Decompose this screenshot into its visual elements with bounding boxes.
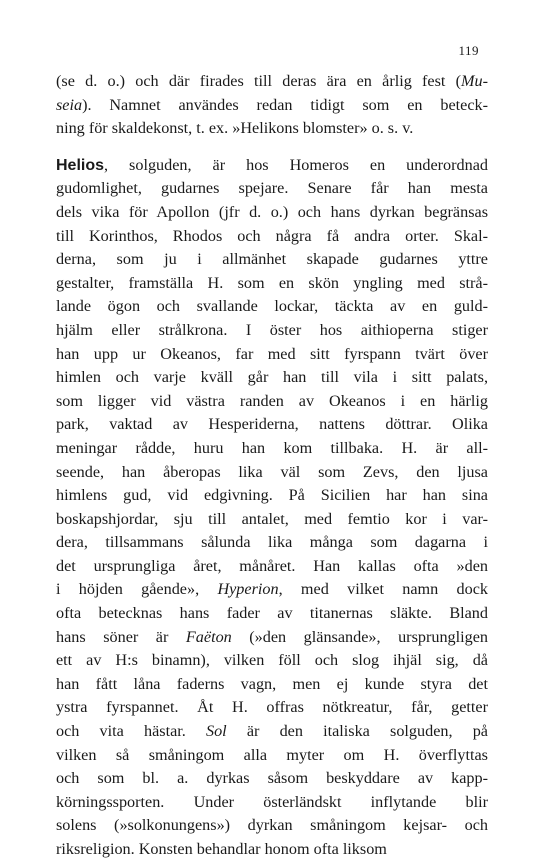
text-line xyxy=(56,649,488,673)
text-line xyxy=(56,295,488,319)
line-text: hans söner är xyxy=(56,627,186,646)
line-text: , med vilket namn dock xyxy=(278,580,488,599)
text-line xyxy=(56,791,488,815)
text-line xyxy=(56,673,488,697)
line-text: gestalter, framställa H. som en skön yngling med strå- xyxy=(56,273,488,292)
line-text: seende, han åberopas lika väl som Zevs, den ljusa xyxy=(56,462,488,481)
text-line xyxy=(56,555,488,579)
line-text: han upp ur Okeanos, far med sitt fyrspann tvärt över xyxy=(56,344,488,363)
text-line xyxy=(56,767,488,791)
text-line xyxy=(56,117,488,141)
text-line xyxy=(56,626,488,650)
line-text: gudomlighet, gudarnes spejare. Senare får han mesta xyxy=(56,179,488,198)
text-line xyxy=(56,508,488,532)
line-text: ofta betecknas hans fader av titanernas släkte. Bland xyxy=(56,604,488,623)
text-line xyxy=(56,366,488,390)
text-line xyxy=(56,201,488,225)
line-text: ). Namnet användes redan tidigt som en beteck- xyxy=(82,95,488,114)
text-line xyxy=(56,272,488,296)
line-text: hjälm eller strålkrona. I öster hos aithioperna stiger xyxy=(56,320,488,339)
text-line xyxy=(56,437,488,461)
text-line xyxy=(56,154,488,178)
line-text: han fått låna faderns vagn, men ej kunde styra det xyxy=(56,674,488,693)
line-text: i höjden gående», xyxy=(56,580,218,599)
line-text: ett av H:s binamn), vilken föll och slog ihjäl sig, då xyxy=(56,651,488,670)
text-line xyxy=(56,319,488,343)
italic-term: Mu- xyxy=(461,72,488,90)
line-text: riksreligion. Konsten behandlar honom ofta liksom xyxy=(56,840,387,858)
text-line xyxy=(56,461,488,485)
line-text: boskapshjordar, sju till antalet, med femtio kor i var- xyxy=(56,509,488,528)
italic-term: Sol xyxy=(205,722,227,741)
text-line xyxy=(56,94,488,118)
line-text: som ligger vid västra randen av Okeanos i en härlig xyxy=(56,391,488,410)
paragraph-musaia-continuation xyxy=(56,70,488,141)
text-line xyxy=(56,390,488,414)
text-line xyxy=(56,343,488,367)
line-text: derna, som ju i allmänhet skapade gudarnes yttre xyxy=(56,250,488,269)
line-text: himlen och varje kväll går han till vila i sitt palats, xyxy=(56,368,488,387)
line-text: park, vaktad av Hesperiderna, nattens döttrar. Olika xyxy=(56,415,488,434)
text-line xyxy=(56,413,488,437)
italic-term: Faëton xyxy=(185,627,232,646)
line-text: till Korinthos, Rhodos och några få andra orter. Skal- xyxy=(56,226,488,245)
line-text: , solguden, är hos Homeros en underordnad xyxy=(104,155,488,174)
line-text: lande ögon och svallande lockar, täckta av en guld- xyxy=(56,297,488,316)
line-text: ning för skaldekonst, t. ex. »Helikons blomster» o. s. v. xyxy=(56,119,414,138)
line-text: solens (»solkonungens») dyrkan småningom kejsar- och xyxy=(56,816,488,835)
body-text xyxy=(56,70,488,862)
text-line xyxy=(56,531,488,555)
line-text: meningar rådde, huru han kom tillbaka. H. är all- xyxy=(56,438,488,457)
italic-term: seia xyxy=(56,95,83,114)
line-text: dera, tillsammans sålunda lika många som dagarna i xyxy=(56,533,488,552)
text-line xyxy=(56,838,488,862)
text-line xyxy=(56,814,488,838)
text-line xyxy=(56,177,488,201)
text-line xyxy=(56,70,488,94)
text-line xyxy=(56,720,488,744)
paragraph-gap xyxy=(56,141,488,154)
text-line xyxy=(56,744,488,768)
line-text: himlens gud, vid edgivning. På Sicilien har han sina xyxy=(56,486,488,505)
entry-headword: Helios xyxy=(56,156,105,174)
text-line xyxy=(56,484,488,508)
line-text: (se d. o.) och där firades till deras ära en årlig fest ( xyxy=(56,72,462,90)
text-line xyxy=(56,248,488,272)
line-text: det ursprungliga året, månåret. Han kallas ofta »den xyxy=(56,556,488,575)
text-line xyxy=(56,602,488,626)
text-line xyxy=(56,578,488,602)
text-line xyxy=(56,225,488,249)
line-text: och som bl. a. dyrkas såsom beskyddare av kapp- xyxy=(56,769,488,788)
line-text: och vita hästar. xyxy=(56,722,206,741)
line-text: körningssporten. Under österländskt inflytande blir xyxy=(56,792,488,811)
italic-term: Hyperion xyxy=(217,580,279,599)
page-number: 119 xyxy=(458,43,479,58)
line-text: vilken så småningom alla myter om H. överflyttas xyxy=(56,745,488,764)
line-text: är den italiska solguden, på xyxy=(226,722,488,741)
line-text: dels vika för Apollon (jfr d. o.) och hans dyrkan begränsas xyxy=(56,202,488,221)
line-text: ystra fyrspannet. Åt H. offras nötkreatur, får, getter xyxy=(56,698,488,717)
text-line xyxy=(56,696,488,720)
line-text: (»den glänsande», ursprungligen xyxy=(231,627,488,646)
paragraph-helios-entry xyxy=(56,154,488,862)
